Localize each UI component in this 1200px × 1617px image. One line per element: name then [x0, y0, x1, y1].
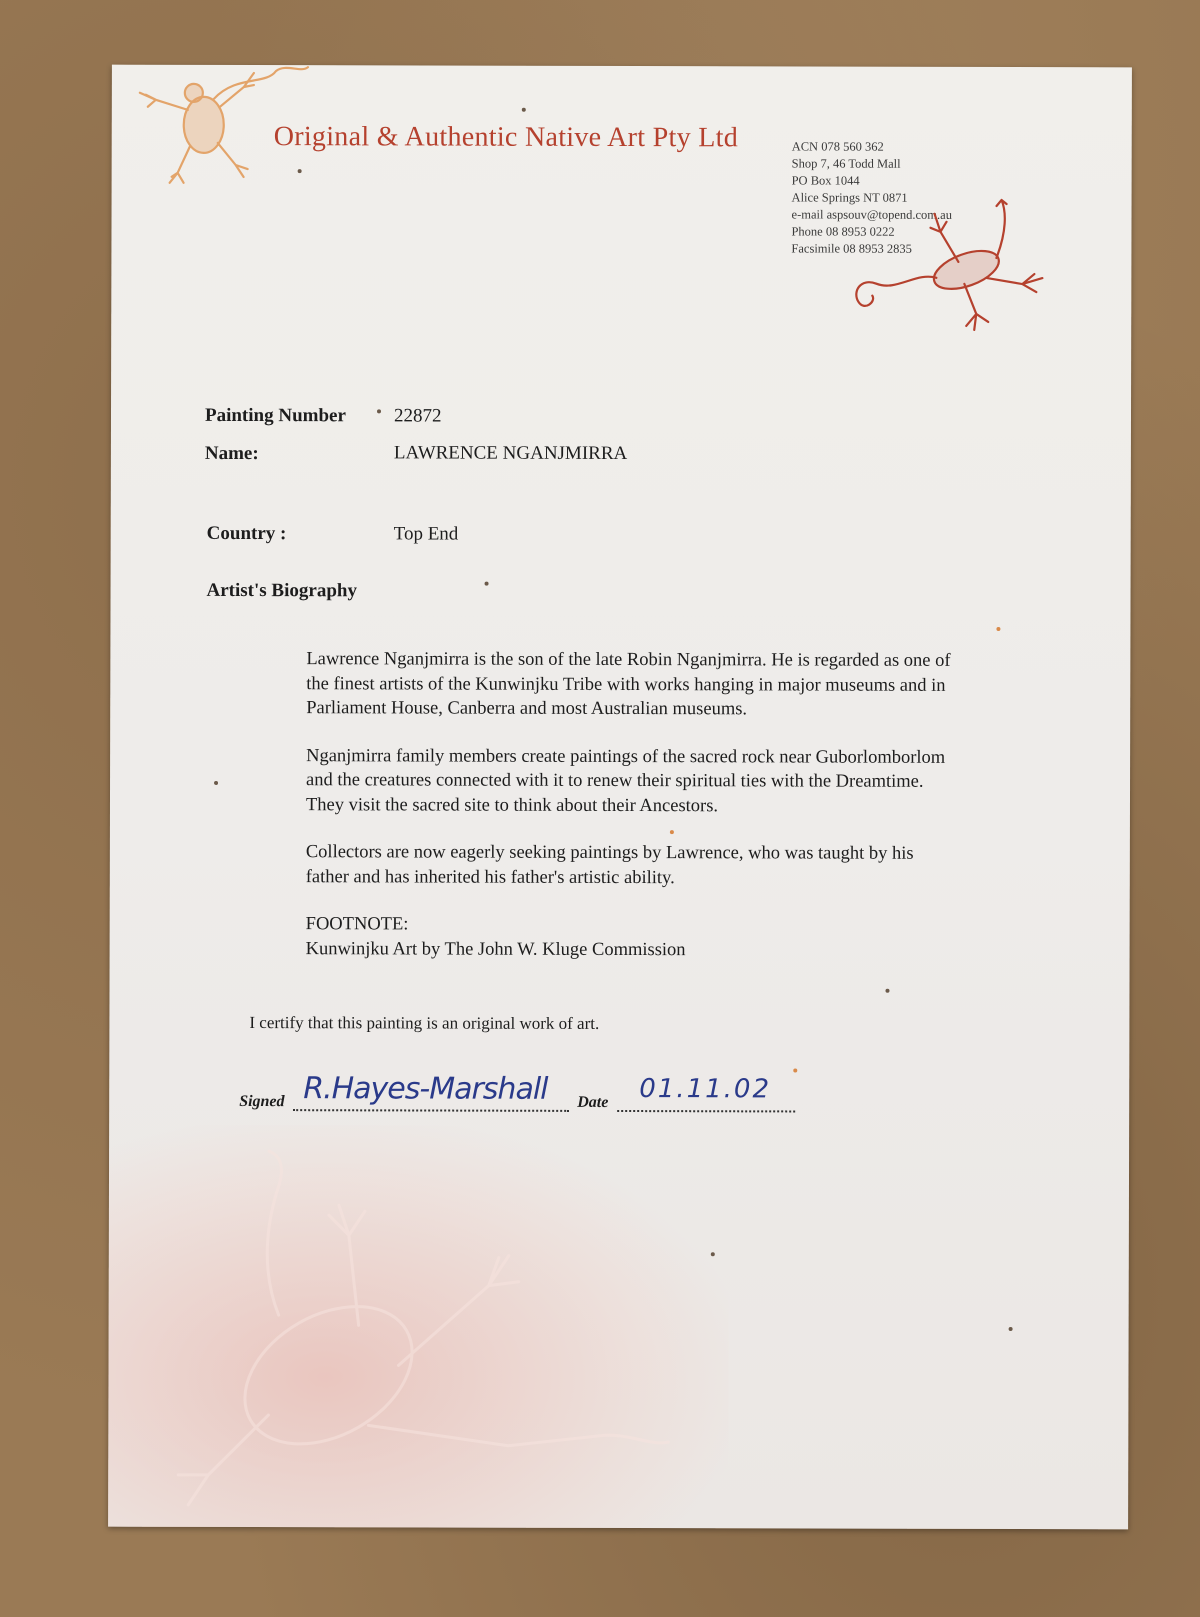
footnote: [306, 912, 956, 963]
footnote-text: Kunwinjku Art by The John W. Kluge Commission: [305, 938, 686, 960]
biography-paragraph: Lawrence Nganjmirra is the son of the late Robin Nganjmirra. He is regarded as one of the finest artists of the Kunwinjku Tribe with works hanging in major museums and in Parliament House, Canberra and most Australian museums.: [306, 649, 951, 720]
signature-row: [239, 1065, 939, 1127]
country-label: Country :: [206, 522, 287, 545]
paper-speck: [996, 627, 1000, 631]
biography-text: [306, 647, 957, 986]
name-label: Name:: [204, 442, 259, 465]
paper-speck: [522, 108, 526, 112]
biography-paragraph: Nganjmirra family members create paintings of the sacred rock near Guborlomborlom and the creatures connected with it to renew their spiritual ties with the Dreamtime. They visit the sacred site to think about their Ancestors.: [305, 745, 946, 816]
paper-speck: [377, 409, 381, 413]
biography-heading: Artist's Biography: [206, 579, 358, 602]
painting-number-label: Painting Number: [204, 404, 346, 427]
certification-statement: I certify that this painting is an original work of art.: [249, 1013, 600, 1033]
painting-number-value: 22872: [393, 405, 442, 427]
paper-speck: [711, 1252, 715, 1256]
po-box-line: PO Box 1044: [791, 173, 860, 188]
lizard-icon: [846, 192, 1056, 343]
country-value: Top End: [393, 523, 459, 545]
address-line: Shop 7, 46 Todd Mall: [791, 156, 901, 171]
biography-paragraph: Collectors are now eagerly seeking paintings by Lawrence, who was taught by his father and has inherited his father's artistic ability.: [305, 842, 914, 888]
footnote-heading: FOOTNOTE:: [305, 914, 409, 935]
lizard-watermark-icon: [128, 1145, 689, 1526]
signed-label: Signed: [239, 1093, 285, 1111]
fax-line: Facsimile 08 8953 2835: [791, 241, 912, 256]
certificate-paper: [108, 65, 1132, 1530]
date-label: Date: [577, 1093, 609, 1111]
email-line: e-mail aspsouv@topend.com.au: [791, 207, 952, 222]
name-value: LAWRENCE NGANJMIRRA: [393, 442, 628, 465]
paper-speck: [1009, 1327, 1013, 1331]
acn-line: ACN 078 560 362: [791, 139, 884, 154]
phone-line: Phone 08 8953 0222: [791, 224, 895, 239]
paper-speck: [214, 781, 218, 785]
signature-line: [293, 1109, 569, 1112]
handwritten-date: 01.11.02: [639, 1074, 772, 1105]
paper-speck: [485, 582, 489, 586]
company-name: Original & Authentic Native Art Pty Ltd: [273, 121, 739, 154]
date-line: [617, 1110, 795, 1112]
city-line: Alice Springs NT 0871: [791, 190, 908, 205]
paper-speck: [885, 989, 889, 993]
handwritten-signature: R.Hayes-Marshall: [303, 1071, 548, 1107]
